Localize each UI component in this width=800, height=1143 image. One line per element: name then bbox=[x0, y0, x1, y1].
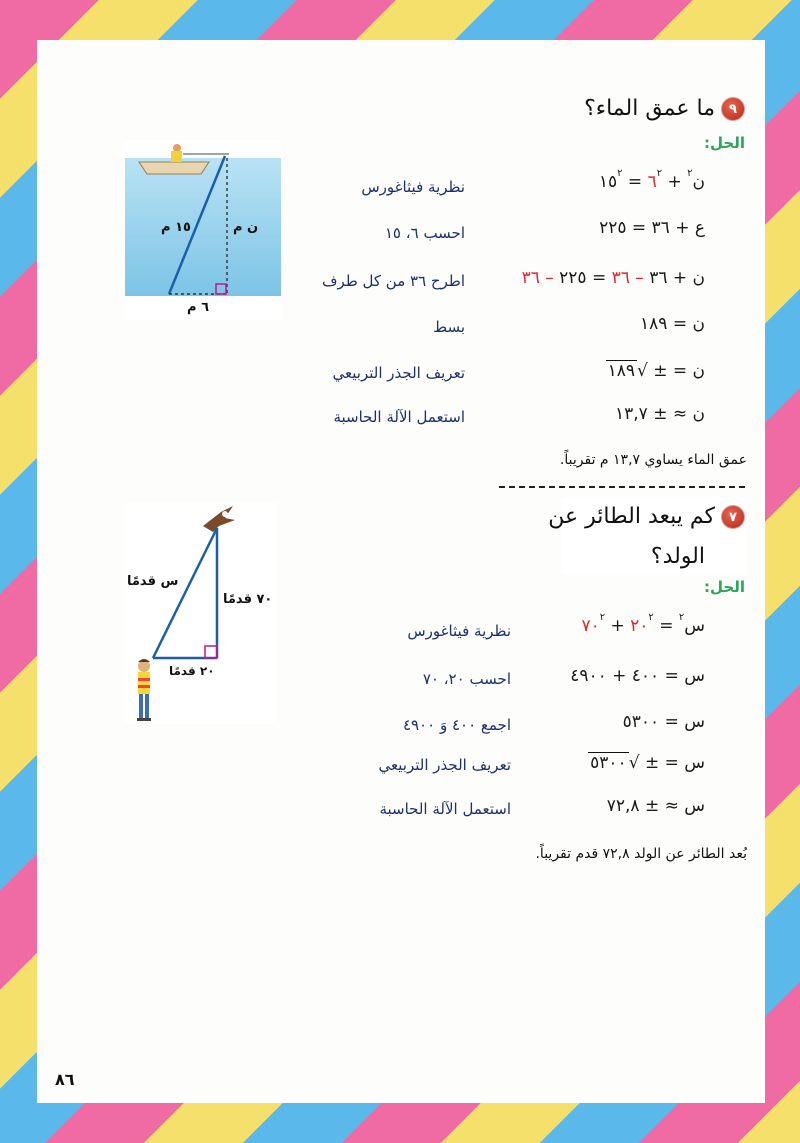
problem2-header bbox=[548, 504, 745, 529]
figure1-base-label: ٦ م bbox=[187, 300, 209, 315]
problem1-summary: عمق الماء يساوي ١٣,٧ م تقريباً. bbox=[559, 452, 747, 468]
problem1-number-badge: ٩ bbox=[721, 97, 745, 121]
problem1-figure bbox=[125, 140, 281, 320]
p1-eq-4: ن = ١٨٩ bbox=[640, 314, 705, 334]
p1-step-6: استعمل الآلة الحاسبة bbox=[333, 408, 465, 426]
problem2-question-line2: الولد؟ bbox=[650, 544, 705, 569]
bird-line-hypotenuse bbox=[153, 528, 217, 658]
bird-boy-diagram bbox=[125, 502, 277, 724]
boat-icon bbox=[139, 162, 209, 174]
p1-eq-3: ن + ٣٦ – ٣٦ = ٢٢٥ – ٣٦ bbox=[521, 268, 705, 288]
p2-eq-5: س ≈ ± ٧٢,٨ bbox=[606, 796, 705, 816]
radicand-5300: ٥٣٠٠ bbox=[590, 753, 627, 773]
p1-eq-5: ن = ± √١٨٩ bbox=[607, 361, 705, 381]
p1-eq-6: ن ≈ ± ١٣,٧ bbox=[615, 404, 705, 424]
p2-step-2: احسب ٢٠، ٧٠ bbox=[422, 670, 511, 688]
p2-step-1: نظرية فيثاغورس bbox=[407, 622, 511, 640]
p2-eq-4: س = ± √٥٣٠٠ bbox=[590, 753, 705, 773]
figure2-base-label: ٢٠ قدمًا bbox=[169, 664, 215, 678]
boy-icon bbox=[137, 659, 151, 721]
problem1-header bbox=[584, 96, 745, 121]
p2-eq-2: س = ٤٠٠ + ٤٩٠٠ bbox=[570, 666, 705, 686]
figure2-vertical-label: ٧٠ قدمًا bbox=[223, 592, 273, 607]
problem2-question-line1: كم يبعد الطائر عن bbox=[548, 504, 715, 529]
p1-eq-1: ن$^٢$ + $٦^٢$ = $١٥^٢$ bbox=[598, 168, 705, 192]
p2-step-5: استعمل الآلة الحاسبة bbox=[379, 800, 511, 818]
page-number: ٨٦ bbox=[55, 1070, 75, 1089]
section-divider bbox=[499, 486, 745, 488]
problem2-summary: بُعد الطائر عن الولد ٧٢,٨ قدم تقريباً. bbox=[535, 846, 747, 862]
p1-step-1: نظرية فيثاغورس bbox=[361, 178, 465, 196]
p1-step-5: تعريف الجذر التربيعي bbox=[332, 364, 465, 382]
figure1-vertical-label: ن م bbox=[233, 220, 259, 235]
right-angle-marker-2 bbox=[205, 646, 217, 658]
p1-step-4: بسط bbox=[433, 318, 465, 336]
radicand-189: ١٨٩ bbox=[607, 361, 635, 381]
bird-icon bbox=[203, 506, 235, 532]
problem2-figure bbox=[125, 502, 277, 724]
figure2-hyp-label: س قدمًا bbox=[127, 574, 179, 589]
problem2-solution-label: الحل: bbox=[704, 578, 745, 596]
figure1-hyp-label: ١٥ م bbox=[161, 220, 191, 235]
p1-eq-2: ع + ٣٦ = ٢٢٥ bbox=[599, 218, 705, 238]
p2-step-3: اجمع ٤٠٠ وَ ٤٩٠٠ bbox=[402, 716, 511, 734]
problem2-number-badge: ٧ bbox=[721, 505, 745, 529]
p1-step-2: احسب ٦، ١٥ bbox=[384, 224, 465, 242]
problem1-solution-label: الحل: bbox=[704, 134, 745, 152]
p2-eq-3: س = ٥٣٠٠ bbox=[622, 712, 705, 732]
textbook-page bbox=[37, 40, 765, 1103]
problem1-question: ما عمق الماء؟ bbox=[584, 96, 715, 121]
fisherman-icon bbox=[173, 144, 181, 152]
p2-step-4: تعريف الجذر التربيعي bbox=[378, 756, 511, 774]
p2-eq-1: س$^٢$ = $٢٠^٢$ + $٧٠^٢$ bbox=[581, 612, 705, 636]
p1-step-3: اطرح ٣٦ من كل طرف bbox=[322, 272, 465, 290]
